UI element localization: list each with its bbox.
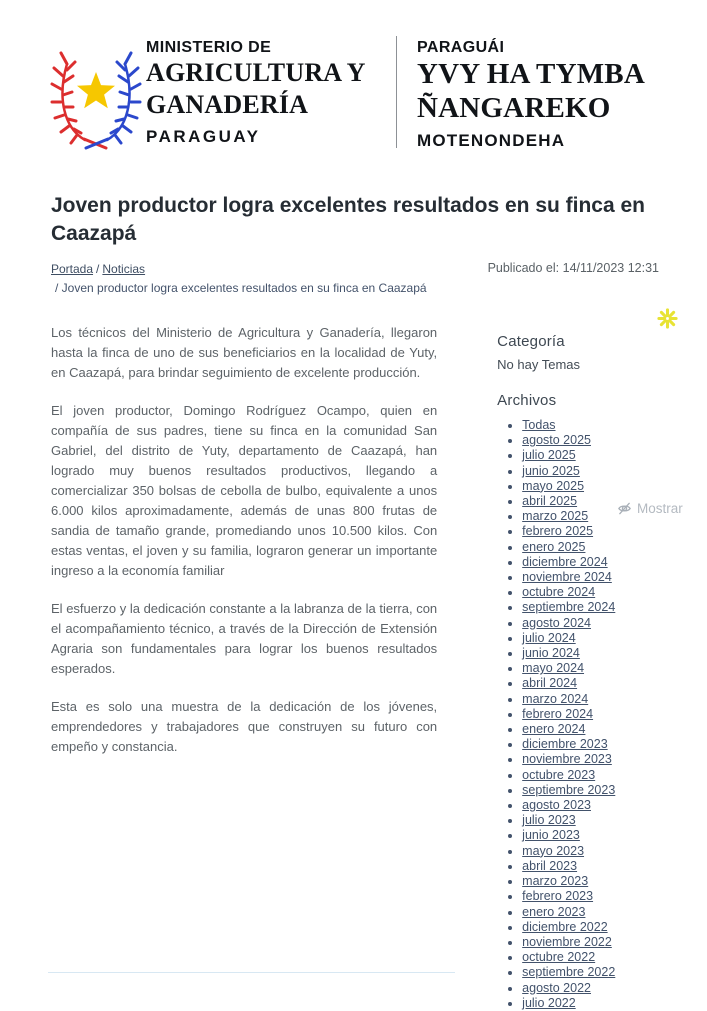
archive-link[interactable]: noviembre 2023 (522, 752, 612, 767)
archive-link[interactable]: enero 2025 (522, 539, 586, 554)
brand-paraguai: PARAGUÁI (417, 39, 505, 56)
article-paragraph: Esta es solo una muestra de la dedicación de los jóvenes, emprendedores y trabajadores que construyen su futuro con empeño y constancia. (51, 699, 438, 754)
archive-item (522, 722, 659, 737)
content-row (51, 323, 659, 1011)
archive-item (522, 965, 659, 980)
archive-link[interactable]: octubre 2022 (522, 950, 596, 965)
archive-item (522, 920, 659, 935)
archive-item (522, 448, 659, 463)
archive-item (522, 646, 659, 661)
archive-link[interactable]: julio 2023 (522, 813, 576, 828)
archive-link[interactable]: abril 2023 (522, 858, 578, 873)
archive-item (522, 874, 659, 889)
archive-item (522, 981, 659, 996)
article-paragraph: El joven productor, Domingo Rodríguez Ocampo, quien en compañía de sus padres, tiene su finca en la comunidad San Gabriel, del distrito de Yuty, departamento de Caazapá, han logrado muy buenos resultados productivos, llegando a comercializar 350 bolsas de cebolla de bulbo, equivalente a unos 6.000 kilos aproximadamente, además de unas 800 frutas de sandia de tamaño grande, promediando unos 10.500 kilos. Con estas ventas, el joven y su familia, lograron generar un importante ingreso a la economía familiar (51, 403, 438, 578)
archive-item (522, 585, 659, 600)
archive-item (522, 935, 659, 950)
archive-link[interactable]: octubre 2024 (522, 585, 596, 600)
star-icon (77, 72, 115, 108)
archive-item (522, 996, 659, 1011)
archive-item (522, 479, 659, 494)
breadcrumb-home-link[interactable]: Portada (51, 262, 94, 276)
brand-divider (396, 36, 397, 148)
archive-item (522, 905, 659, 920)
archive-link[interactable]: diciembre 2022 (522, 919, 608, 934)
archive-link[interactable]: agosto 2025 (522, 433, 591, 448)
category-heading: Categoría (497, 333, 565, 350)
archive-link[interactable]: septiembre 2024 (522, 600, 616, 615)
archive-item (522, 661, 659, 676)
archive-link[interactable]: mayo 2025 (522, 478, 585, 493)
archive-item (522, 752, 659, 767)
archive-link[interactable]: mayo 2024 (522, 661, 585, 676)
archive-link[interactable]: febrero 2024 (522, 706, 594, 721)
archive-item (522, 616, 659, 631)
mostrar-label: Mostrar (637, 501, 683, 516)
archive-link[interactable]: junio 2025 (522, 463, 580, 478)
archive-item (522, 844, 659, 859)
brand-guarani (417, 34, 645, 151)
breadcrumb-noticias-link[interactable]: Noticias (102, 262, 146, 276)
archive-item (522, 783, 659, 798)
archive-link[interactable]: enero 2024 (522, 722, 586, 737)
archives-heading: Archivos (497, 392, 557, 409)
section-divider (48, 972, 455, 973)
mostrar-tooltip (615, 499, 688, 518)
archive-link[interactable]: noviembre 2022 (522, 934, 612, 949)
archive-link[interactable]: agosto 2022 (522, 980, 591, 995)
main-content (0, 192, 707, 1011)
archive-link[interactable]: enero 2023 (522, 904, 586, 919)
archive-item (522, 464, 659, 479)
brand-yvy-ha-tymba: YVY HA TYMBA (417, 58, 645, 90)
archive-item (522, 737, 659, 752)
archive-item (522, 433, 659, 448)
breadcrumb-current: / Joven productor logra excelentes resultados en su finca en Caazapá (55, 281, 427, 295)
archive-link[interactable]: noviembre 2024 (522, 570, 612, 585)
archive-link[interactable]: mayo 2023 (522, 843, 585, 858)
breadcrumb (51, 260, 427, 297)
archive-item (522, 418, 659, 433)
site-header (0, 0, 707, 160)
archive-link[interactable]: febrero 2025 (522, 524, 594, 539)
archive-item (522, 707, 659, 722)
archive-item (522, 600, 659, 615)
archive-item (522, 889, 659, 904)
archive-link[interactable]: julio 2022 (522, 995, 576, 1010)
brand-agricultura: AGRICULTURA Y (146, 58, 366, 87)
brand-ministry (142, 34, 396, 147)
brand-nangareko: ÑANGAREKO (417, 92, 611, 124)
archive-item (522, 950, 659, 965)
archive-link[interactable]: marzo 2025 (522, 509, 589, 524)
archive-item (522, 676, 659, 691)
archive-item (522, 555, 659, 570)
brand-ganaderia: GANADERÍA (146, 90, 309, 119)
brand-ministerio-de: MINISTERIO DE (146, 39, 272, 56)
category-empty-text: No hay Temas (497, 357, 581, 372)
archive-item (522, 798, 659, 813)
page-title: Joven productor logra excelentes resultados en su finca en Caazapá (51, 194, 646, 245)
eye-off-icon (617, 501, 632, 516)
archive-link[interactable]: junio 2024 (522, 646, 580, 661)
archive-item (522, 813, 659, 828)
archive-item (522, 570, 659, 585)
archive-link[interactable]: abril 2025 (522, 494, 578, 509)
archive-link[interactable]: octubre 2023 (522, 767, 596, 782)
archive-item (522, 828, 659, 843)
archive-link[interactable]: diciembre 2023 (522, 737, 608, 752)
archive-item (522, 524, 659, 539)
archive-link[interactable]: abril 2024 (522, 676, 578, 691)
archive-link[interactable]: marzo 2024 (522, 691, 589, 706)
archive-link[interactable]: agosto 2024 (522, 615, 591, 630)
archive-link[interactable]: julio 2025 (522, 448, 576, 463)
breadcrumb-separator: / (96, 262, 100, 276)
archive-link[interactable]: agosto 2023 (522, 798, 591, 813)
breadcrumb-top-line (51, 260, 427, 278)
article-paragraph: El esfuerzo y la dedicación constante a la labranza de la tierra, con el acompañamiento técnico, a través de la Dirección de Extensión Agraria son fundamentales para lograr los buenos resultados esperados. (51, 601, 438, 676)
brand-motenondeha: MOTENONDEHA (417, 131, 566, 150)
archive-link[interactable]: diciembre 2024 (522, 554, 608, 569)
brand-paraguay: PARAGUAY (146, 127, 261, 146)
archive-link[interactable]: febrero 2023 (522, 889, 594, 904)
yellow-asterisk-icon (657, 308, 678, 334)
archive-link[interactable]: marzo 2023 (522, 874, 589, 889)
sidebar (497, 323, 659, 1011)
article-body (51, 323, 437, 1011)
archive-item (522, 692, 659, 707)
archive-link[interactable]: julio 2024 (522, 630, 576, 645)
paraguay-wreath-star-icon[interactable] (50, 36, 142, 154)
archive-link[interactable]: Todas (522, 418, 556, 432)
meta-row (51, 260, 659, 297)
archive-item (522, 859, 659, 874)
archive-item (522, 631, 659, 646)
published-date: Publicado el: 14/11/2023 12:31 (487, 261, 659, 275)
archive-link[interactable]: septiembre 2023 (522, 782, 616, 797)
article-paragraph: Los técnicos del Ministerio de Agricultura y Ganadería, llegaron hasta la finca de uno de sus beneficiarios en la localidad de Yuty, en Caazapá, para brindar seguimiento de excelente producción. (51, 325, 438, 380)
archive-item (522, 540, 659, 555)
archive-link[interactable]: septiembre 2022 (522, 965, 616, 980)
archive-item (522, 768, 659, 783)
archive-link[interactable]: junio 2023 (522, 828, 580, 843)
